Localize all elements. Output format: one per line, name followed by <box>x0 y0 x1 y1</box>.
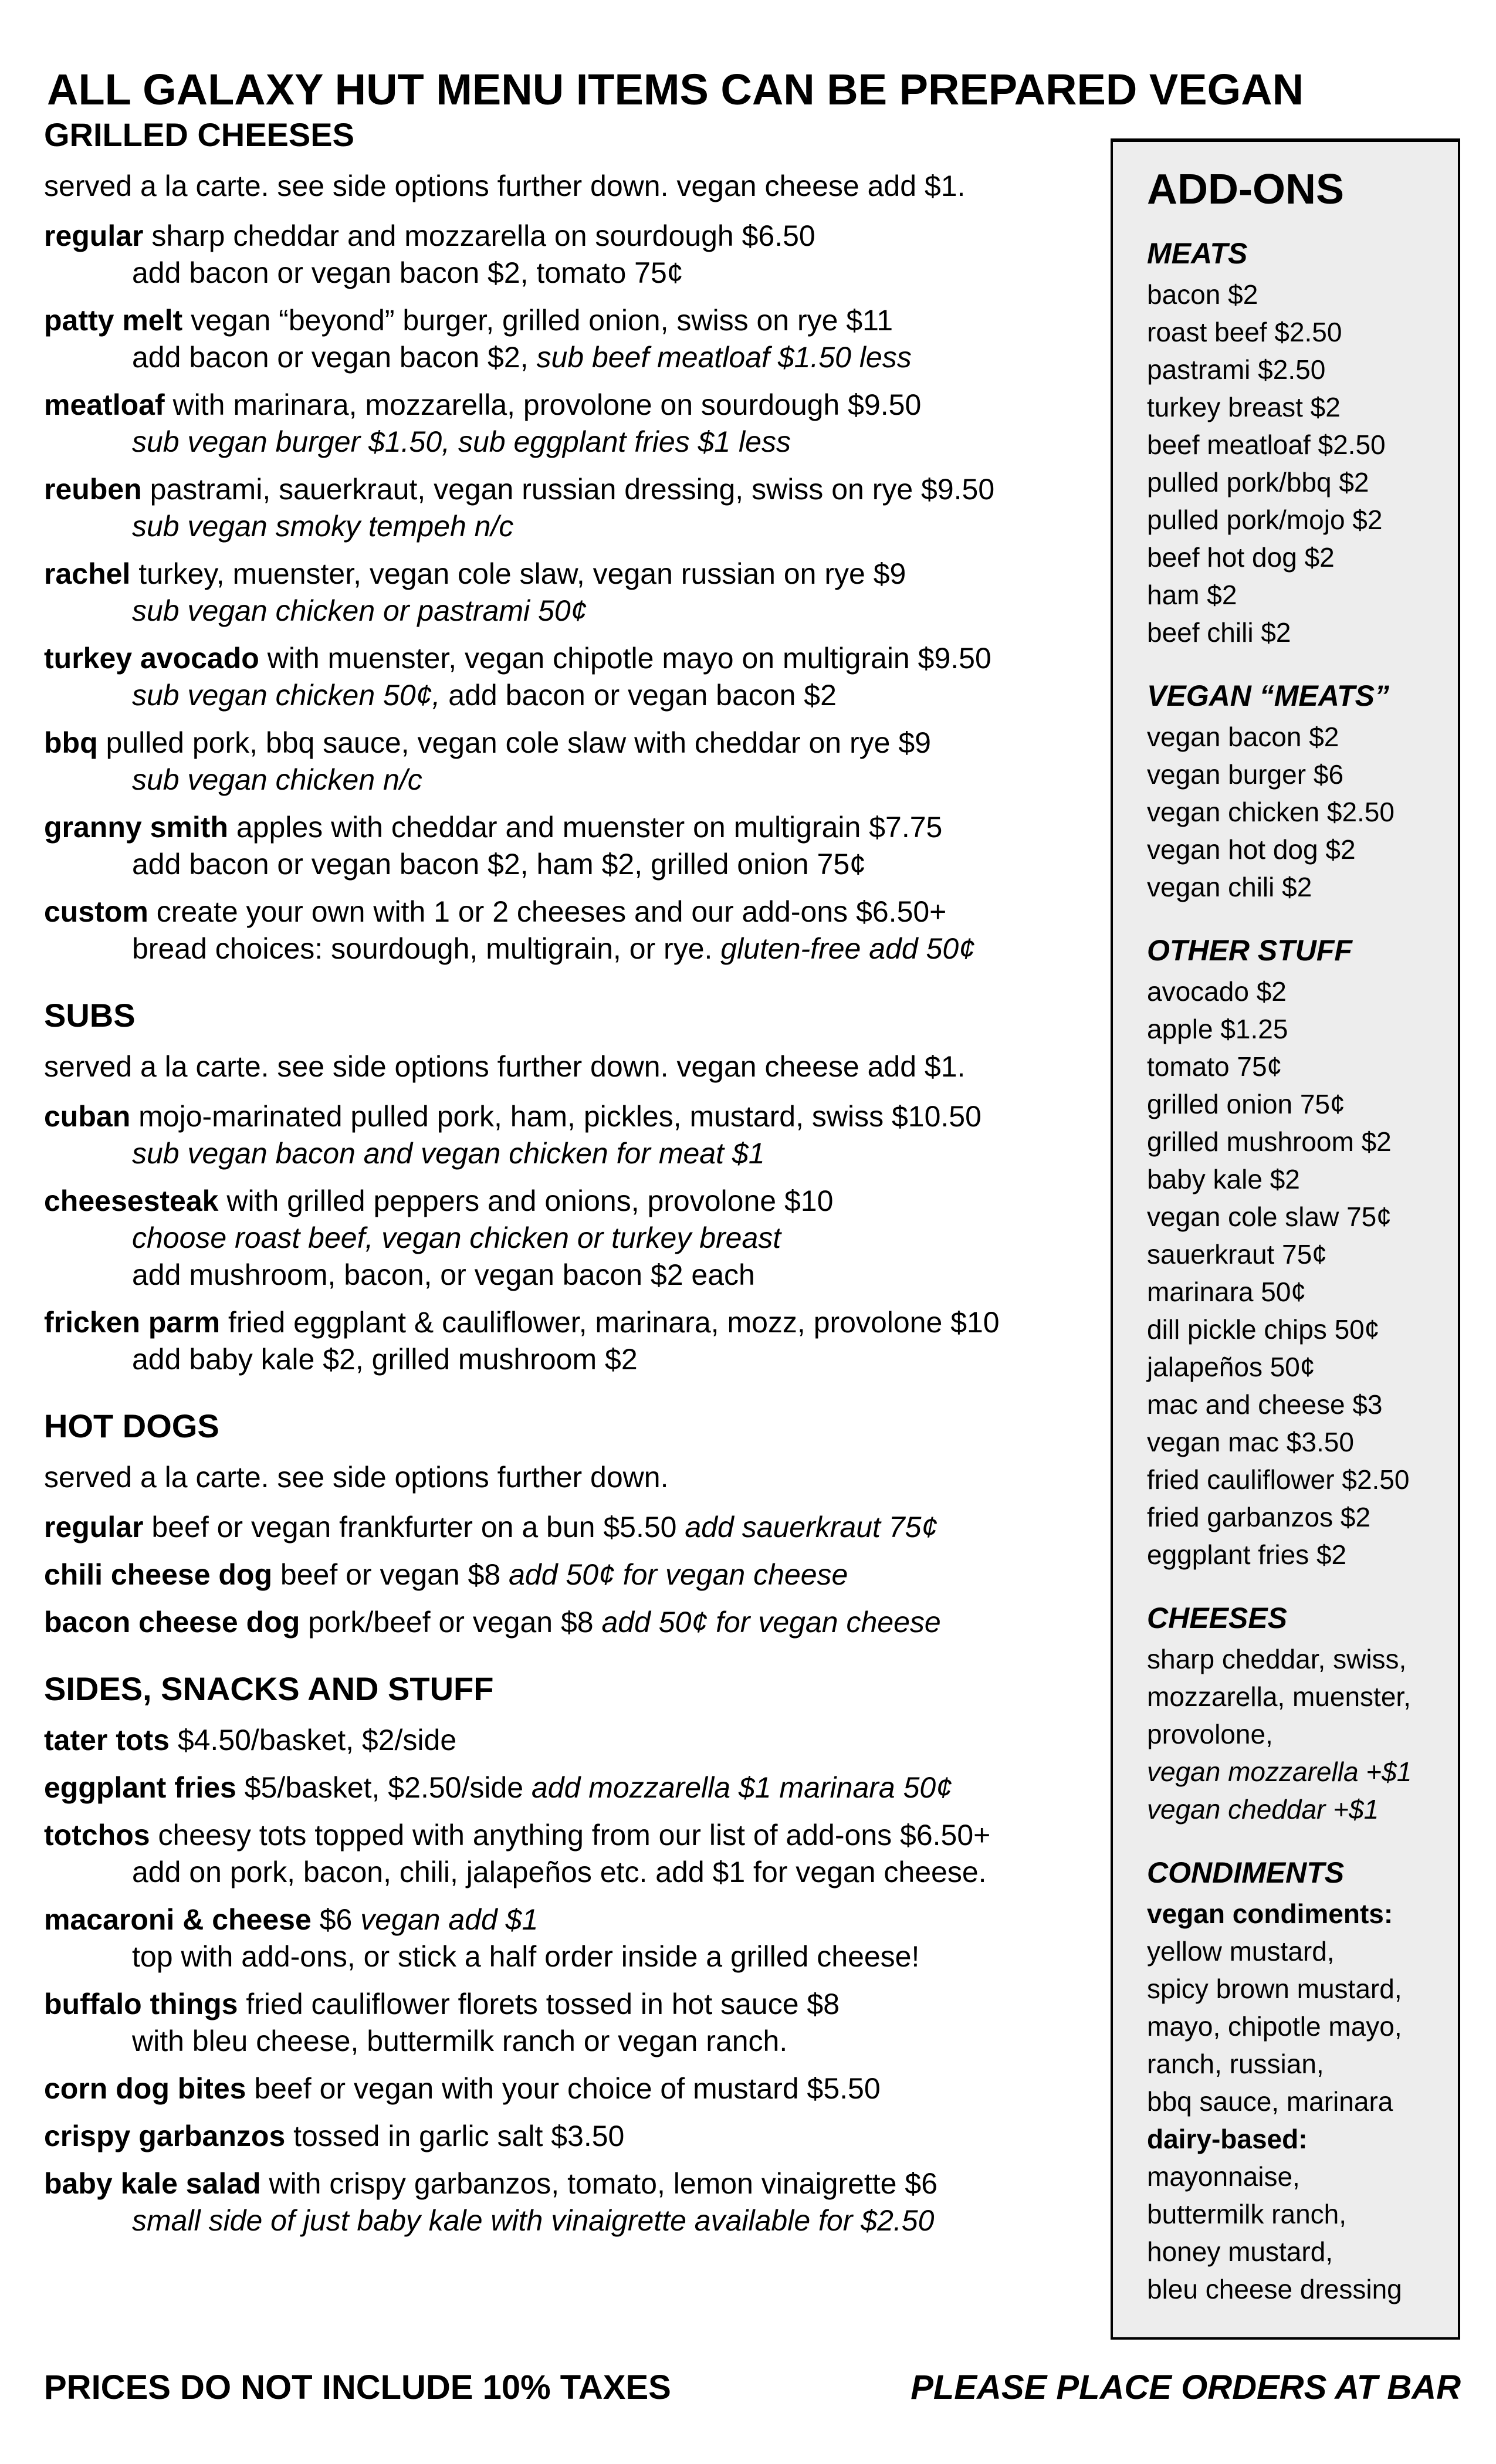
menu-item-line <box>44 2070 1109 2107</box>
addons-item <box>1147 1048 1447 1085</box>
addons-item <box>1147 2270 1447 2308</box>
addons-item <box>1147 2195 1447 2233</box>
text-segment: fried cauliflower florets tossed in hot sauce $8 <box>238 1988 840 2020</box>
text-segment: vegan bacon $2 <box>1147 722 1339 752</box>
text-segment: fried garbanzos $2 <box>1147 1502 1371 1532</box>
text-segment: pulled pork, bbq sauce, vegan cole slaw with cheddar on rye $9 <box>97 726 931 759</box>
text-segment: custom <box>44 895 148 928</box>
menu-item <box>44 809 1109 883</box>
menu-item <box>44 2070 1109 2107</box>
addons-item <box>1147 756 1447 793</box>
text-segment: jalapeños 50¢ <box>1147 1352 1315 1382</box>
addons-item <box>1147 1311 1447 1348</box>
text-segment: sharp cheddar and mozzarella on sourdough $6.50 <box>143 219 815 252</box>
addons-item <box>1147 351 1447 388</box>
menu-item-subline <box>44 761 1109 798</box>
addons-item <box>1147 1678 1447 1715</box>
text-segment: bread choices: sourdough, multigrain, or rye. <box>132 932 721 965</box>
addons-item <box>1147 1123 1447 1160</box>
addons-item <box>1147 1236 1447 1273</box>
addons-section-vegan-meats <box>1147 678 1447 906</box>
text-segment: beef hot dog $2 <box>1147 542 1335 573</box>
text-segment: avocado $2 <box>1147 976 1287 1007</box>
addons-section-other-stuff <box>1147 933 1447 1573</box>
text-segment: spicy brown mustard, <box>1147 1974 1402 2004</box>
text-segment: patty melt <box>44 304 183 337</box>
text-segment: totchos <box>44 1819 150 1852</box>
addons-item <box>1147 718 1447 756</box>
section-intro: served a la carte. see side options further down. vegan cheese add $1. <box>44 1050 966 1083</box>
menu-item-line <box>44 893 1109 930</box>
text-segment: dill pickle chips 50¢ <box>1147 1314 1380 1345</box>
addons-section-meats <box>1147 236 1447 651</box>
menu-section-sides-snacks-and-stuff <box>44 1669 1109 2239</box>
text-segment: vegan “beyond” burger, grilled onion, swiss on rye $11 <box>182 304 893 337</box>
text-segment: turkey, muenster, vegan cole slaw, vegan russian on rye $9 <box>130 557 906 590</box>
text-segment: macaroni & cheese <box>44 1903 312 1936</box>
text-segment: sub vegan chicken n/c <box>132 763 422 796</box>
text-segment: sub vegan bacon and vegan chicken for meat $1 <box>132 1137 765 1170</box>
text-segment: add baby kale $2, grilled mushroom $2 <box>132 1343 638 1376</box>
text-segment: vegan burger $6 <box>1147 759 1344 790</box>
page-title: ALL GALAXY HUT MENU ITEMS CAN BE PREPARED VEGAN <box>47 65 1304 114</box>
addons-item <box>1147 1932 1447 1970</box>
text-segment: meatloaf <box>44 388 165 421</box>
addons-section-cheeses <box>1147 1600 1447 1828</box>
text-segment: buffalo things <box>44 1988 238 2020</box>
menu-section-hot-dogs <box>44 1406 1109 1641</box>
text-segment: provolone, <box>1147 1719 1273 1749</box>
addons-item <box>1147 1160 1447 1198</box>
menu-item-line <box>44 1098 1109 1135</box>
menu-item <box>44 640 1109 714</box>
text-segment: vegan mac $3.50 <box>1147 1427 1354 1457</box>
text-segment: vegan add $1 <box>360 1903 539 1936</box>
menu-item <box>44 1769 1109 1806</box>
addons-item <box>1147 1198 1447 1236</box>
menu-item-line <box>44 1901 1109 1938</box>
addons-item <box>1147 463 1447 501</box>
menu-item-subline <box>44 677 1109 714</box>
menu-section-subs <box>44 996 1109 1378</box>
footer-orders-note: PLEASE PLACE ORDERS AT BAR <box>911 2368 1461 2407</box>
text-segment: mojo-marinated pulled pork, ham, pickles, mustard, swiss $10.50 <box>130 1100 981 1133</box>
menu-item-subline <box>44 1257 1109 1294</box>
addons-item <box>1147 2120 1447 2158</box>
menu-item-subline <box>44 1854 1109 1891</box>
menu-item-line <box>44 1604 1109 1641</box>
text-segment: vegan chicken $2.50 <box>1147 797 1395 827</box>
menu-item <box>44 2165 1109 2239</box>
addons-item <box>1147 1423 1447 1461</box>
text-segment: roast beef $2.50 <box>1147 317 1342 347</box>
text-segment: add bacon or vegan bacon $2, ham $2, grilled onion 75¢ <box>132 848 866 881</box>
text-segment: granny smith <box>44 811 228 844</box>
addons-item <box>1147 2045 1447 2083</box>
addons-section-condiments <box>1147 1855 1447 2308</box>
text-segment: yellow mustard, <box>1147 1936 1335 1967</box>
text-segment: fried cauliflower $2.50 <box>1147 1464 1410 1495</box>
menu-item-line <box>44 1509 1109 1546</box>
text-segment: bbq sauce, marinara <box>1147 2086 1393 2117</box>
menu-item-subline <box>44 1341 1109 1378</box>
menu-item-subline <box>44 424 1109 461</box>
addons-item <box>1147 388 1447 426</box>
text-segment: sub vegan chicken or pastrami 50¢ <box>132 594 587 627</box>
addons-item <box>1147 2083 1447 2120</box>
menu-item <box>44 1722 1109 1759</box>
section-heading: SUBS <box>44 997 136 1034</box>
text-segment: with marinara, mozzarella, provolone on sourdough $9.50 <box>164 388 922 421</box>
menu-item-subline <box>44 339 1109 376</box>
menu-item <box>44 1556 1109 1593</box>
addons-item <box>1147 2008 1447 2045</box>
text-segment: beef meatloaf $2.50 <box>1147 429 1386 460</box>
menu-item-subline <box>44 1938 1109 1975</box>
text-segment: beef or vegan frankfurter on a bun $5.50 <box>143 1511 685 1544</box>
text-segment: vegan chili $2 <box>1147 872 1312 902</box>
menu-item-line <box>44 2118 1109 2155</box>
menu-item-line <box>44 1304 1109 1341</box>
addons-item <box>1147 501 1447 539</box>
menu-item <box>44 302 1109 376</box>
text-segment: bacon $2 <box>1147 279 1258 310</box>
text-segment: tossed in garlic salt $3.50 <box>285 2120 625 2152</box>
text-segment: add on pork, bacon, chili, jalapeños etc. add $1 for vegan cheese. <box>132 1856 987 1888</box>
menu-section-grilled-cheeses <box>44 115 1109 967</box>
text-segment: beef or vegan $8 <box>272 1558 509 1591</box>
text-segment: pastrami $2.50 <box>1147 354 1326 385</box>
addons-item <box>1147 1970 1447 2008</box>
text-segment: $6 <box>311 1903 361 1936</box>
menu-item-line <box>44 387 1109 424</box>
text-segment: sub vegan chicken 50¢, <box>132 679 441 712</box>
text-segment: vegan mozzarella +$1 <box>1147 1756 1412 1787</box>
text-segment: vegan condiments: <box>1147 1898 1393 1929</box>
text-segment: cheesy tots topped with anything from our list of add-ons $6.50+ <box>150 1819 991 1852</box>
text-segment: small side of just baby kale with vinaigrette available for $2.50 <box>132 2204 935 2237</box>
text-segment: add sauerkraut 75¢ <box>685 1511 938 1544</box>
menu-main-column <box>44 115 1109 2250</box>
addons-item <box>1147 1348 1447 1386</box>
text-segment: honey mustard, <box>1147 2236 1333 2267</box>
text-segment: crispy garbanzos <box>44 2120 286 2152</box>
addons-item <box>1147 1085 1447 1123</box>
text-segment: fricken parm <box>44 1306 221 1339</box>
addons-section-heading: VEGAN “MEATS” <box>1147 679 1389 712</box>
section-intro: served a la carte. see side options further down. <box>44 1461 669 1494</box>
menu-item-line <box>44 1183 1109 1220</box>
menu-item <box>44 1604 1109 1641</box>
text-segment: mac and cheese $3 <box>1147 1389 1383 1420</box>
menu-item <box>44 471 1109 545</box>
addons-item <box>1147 1640 1447 1678</box>
menu-item-line <box>44 471 1109 508</box>
text-segment: turkey avocado <box>44 642 259 675</box>
menu-item <box>44 893 1109 967</box>
menu-item-line <box>44 1722 1109 1759</box>
addons-item <box>1147 793 1447 831</box>
text-segment: $5/basket, $2.50/side <box>236 1771 532 1804</box>
menu-item-line <box>44 640 1109 677</box>
text-segment: pulled pork/mojo $2 <box>1147 505 1383 535</box>
text-segment: baby kale $2 <box>1147 1164 1300 1194</box>
text-segment: add bacon or vegan bacon $2, <box>132 341 537 374</box>
addons-item <box>1147 313 1447 351</box>
section-intro: served a la carte. see side options further down. vegan cheese add $1. <box>44 170 966 202</box>
text-segment: marinara 50¢ <box>1147 1277 1307 1307</box>
section-heading: GRILLED CHEESES <box>44 116 354 153</box>
addons-item <box>1147 973 1447 1010</box>
menu-item <box>44 556 1109 629</box>
text-segment: corn dog bites <box>44 2072 246 2105</box>
menu-item <box>44 2118 1109 2155</box>
footer-taxes-note: PRICES DO NOT INCLUDE 10% TAXES <box>44 2368 671 2407</box>
text-segment: grilled mushroom $2 <box>1147 1126 1392 1157</box>
text-segment: add mushroom, bacon, or vegan bacon $2 each <box>132 1258 755 1291</box>
addons-item <box>1147 1461 1447 1498</box>
menu-item <box>44 1901 1109 1975</box>
text-segment: grilled onion 75¢ <box>1147 1089 1345 1119</box>
text-segment: add bacon or vegan bacon $2, tomato 75¢ <box>132 256 683 289</box>
text-segment: vegan cole slaw 75¢ <box>1147 1201 1392 1232</box>
addons-sidebar <box>1111 138 1460 2340</box>
text-segment: turkey breast $2 <box>1147 392 1341 422</box>
menu-item-subline <box>44 1135 1109 1172</box>
text-segment: choose roast beef, vegan chicken or turkey breast <box>132 1221 781 1254</box>
text-segment: regular <box>44 219 144 252</box>
text-segment: baby kale salad <box>44 2167 261 2200</box>
text-segment: reuben <box>44 473 142 506</box>
menu-item <box>44 387 1109 461</box>
addons-item <box>1147 2158 1447 2195</box>
section-heading: SIDES, SNACKS AND STUFF <box>44 1670 494 1707</box>
menu-item <box>44 725 1109 798</box>
addons-section-heading: CONDIMENTS <box>1147 1856 1345 1889</box>
text-segment: top with add-ons, or stick a half order inside a grilled cheese! <box>132 1940 920 1973</box>
text-segment: add 50¢ for vegan cheese <box>509 1558 848 1591</box>
addons-item <box>1147 1386 1447 1423</box>
text-segment: mozzarella, muenster, <box>1147 1681 1411 1712</box>
addons-item <box>1147 1753 1447 1791</box>
menu-item-line <box>44 556 1109 593</box>
text-segment: buttermilk ranch, <box>1147 2199 1347 2229</box>
text-segment: add bacon or vegan bacon $2 <box>440 679 837 712</box>
text-segment: cheesesteak <box>44 1184 219 1217</box>
menu-item-subline <box>44 255 1109 292</box>
text-segment: sharp cheddar, swiss, <box>1147 1644 1407 1674</box>
text-segment: ranch, russian, <box>1147 2049 1324 2079</box>
text-segment: $4.50/basket, $2/side <box>169 1724 457 1756</box>
addons-item <box>1147 1895 1447 1932</box>
addons-item <box>1147 2233 1447 2270</box>
menu-item <box>44 218 1109 292</box>
menu-item-line <box>44 809 1109 846</box>
text-segment: sauerkraut 75¢ <box>1147 1239 1327 1270</box>
text-segment: gluten-free add 50¢ <box>720 932 975 965</box>
text-segment: with crispy garbanzos, tomato, lemon vinaigrette $6 <box>260 2167 938 2200</box>
text-segment: apple $1.25 <box>1147 1014 1288 1044</box>
addons-item <box>1147 1791 1447 1828</box>
menu-item <box>44 1098 1109 1172</box>
text-segment: chili cheese dog <box>44 1558 273 1591</box>
menu-item-line <box>44 2165 1109 2202</box>
addons-title: ADD-ONS <box>1147 166 1344 213</box>
addons-item <box>1147 576 1447 614</box>
footer <box>44 2368 1461 2407</box>
addons-sections <box>1147 236 1447 2308</box>
menu-item <box>44 1817 1109 1891</box>
text-segment: mayo, chipotle mayo, <box>1147 2011 1402 2042</box>
text-segment: rachel <box>44 557 131 590</box>
menu-item-subline <box>44 508 1109 545</box>
addons-item <box>1147 539 1447 576</box>
addons-item <box>1147 1498 1447 1536</box>
text-segment: ham $2 <box>1147 580 1237 610</box>
menu-item <box>44 1986 1109 2060</box>
text-segment: pastrami, sauerkraut, vegan russian dressing, swiss on rye $9.50 <box>141 473 995 506</box>
text-segment: add 50¢ for vegan cheese <box>601 1606 941 1639</box>
addons-item <box>1147 1273 1447 1311</box>
addons-item <box>1147 614 1447 651</box>
text-segment: tater tots <box>44 1724 170 1756</box>
text-segment: vegan hot dog $2 <box>1147 834 1356 865</box>
menu-item-line <box>44 302 1109 339</box>
menu-item-line <box>44 1769 1109 1806</box>
addons-section-heading: MEATS <box>1147 237 1248 270</box>
text-segment: bacon cheese dog <box>44 1606 300 1639</box>
menu-item <box>44 1509 1109 1546</box>
addons-section-heading: OTHER STUFF <box>1147 934 1352 967</box>
text-segment: sub beef meatloaf $1.50 less <box>536 341 912 374</box>
menu-item-subline <box>44 846 1109 883</box>
text-segment: with grilled peppers and onions, provolone $10 <box>218 1184 834 1217</box>
addons-item <box>1147 1715 1447 1753</box>
text-segment: mayonnaise, <box>1147 2161 1300 2192</box>
addons-item <box>1147 426 1447 463</box>
menu-item-line <box>44 1986 1109 2023</box>
text-segment: with bleu cheese, buttermilk ranch or vegan ranch. <box>132 2025 788 2057</box>
menu-item <box>44 1183 1109 1294</box>
text-segment: sub vegan burger $1.50, sub eggplant fries $1 less <box>132 425 791 458</box>
text-segment: cuban <box>44 1100 131 1133</box>
menu-item-subline <box>44 2023 1109 2060</box>
menu-item-subline <box>44 593 1109 629</box>
text-segment: apples with cheddar and muenster on multigrain $7.75 <box>228 811 943 844</box>
addons-item <box>1147 868 1447 906</box>
text-segment: with muenster, vegan chipotle mayo on multigrain $9.50 <box>259 642 991 675</box>
addons-item <box>1147 831 1447 868</box>
text-segment: beef or vegan with your choice of mustard $5.50 <box>246 2072 881 2105</box>
text-segment: tomato 75¢ <box>1147 1051 1282 1082</box>
text-segment: add mozzarella $1 marinara 50¢ <box>531 1771 953 1804</box>
text-segment: pork/beef or vegan $8 <box>300 1606 602 1639</box>
text-segment: beef chili $2 <box>1147 617 1291 648</box>
menu-item-line <box>44 1817 1109 1854</box>
menu-item-line <box>44 1556 1109 1593</box>
text-segment: regular <box>44 1511 144 1544</box>
text-segment: fried eggplant & cauliflower, marinara, mozz, provolone $10 <box>220 1306 1000 1339</box>
text-segment: bbq <box>44 726 98 759</box>
menu-item-line <box>44 725 1109 761</box>
menu-item-subline <box>44 2202 1109 2239</box>
text-segment: eggplant fries <box>44 1771 236 1804</box>
menu-item-line <box>44 218 1109 255</box>
menu-item-subline <box>44 930 1109 967</box>
text-segment: eggplant fries $2 <box>1147 1539 1347 1570</box>
text-segment: bleu cheese dressing <box>1147 2274 1402 2304</box>
addons-item <box>1147 1010 1447 1048</box>
section-heading: HOT DOGS <box>44 1407 219 1444</box>
menu-item <box>44 1304 1109 1378</box>
text-segment: vegan cheddar +$1 <box>1147 1794 1379 1825</box>
addons-section-heading: CHEESES <box>1147 1602 1287 1634</box>
addons-item <box>1147 276 1447 313</box>
text-segment: pulled pork/bbq $2 <box>1147 467 1369 497</box>
addons-item <box>1147 1536 1447 1573</box>
text-segment: sub vegan smoky tempeh n/c <box>132 510 514 543</box>
menu-item-subline <box>44 1220 1109 1257</box>
text-segment: create your own with 1 or 2 cheeses and our add-ons $6.50+ <box>148 895 947 928</box>
text-segment: dairy-based: <box>1147 2124 1308 2154</box>
